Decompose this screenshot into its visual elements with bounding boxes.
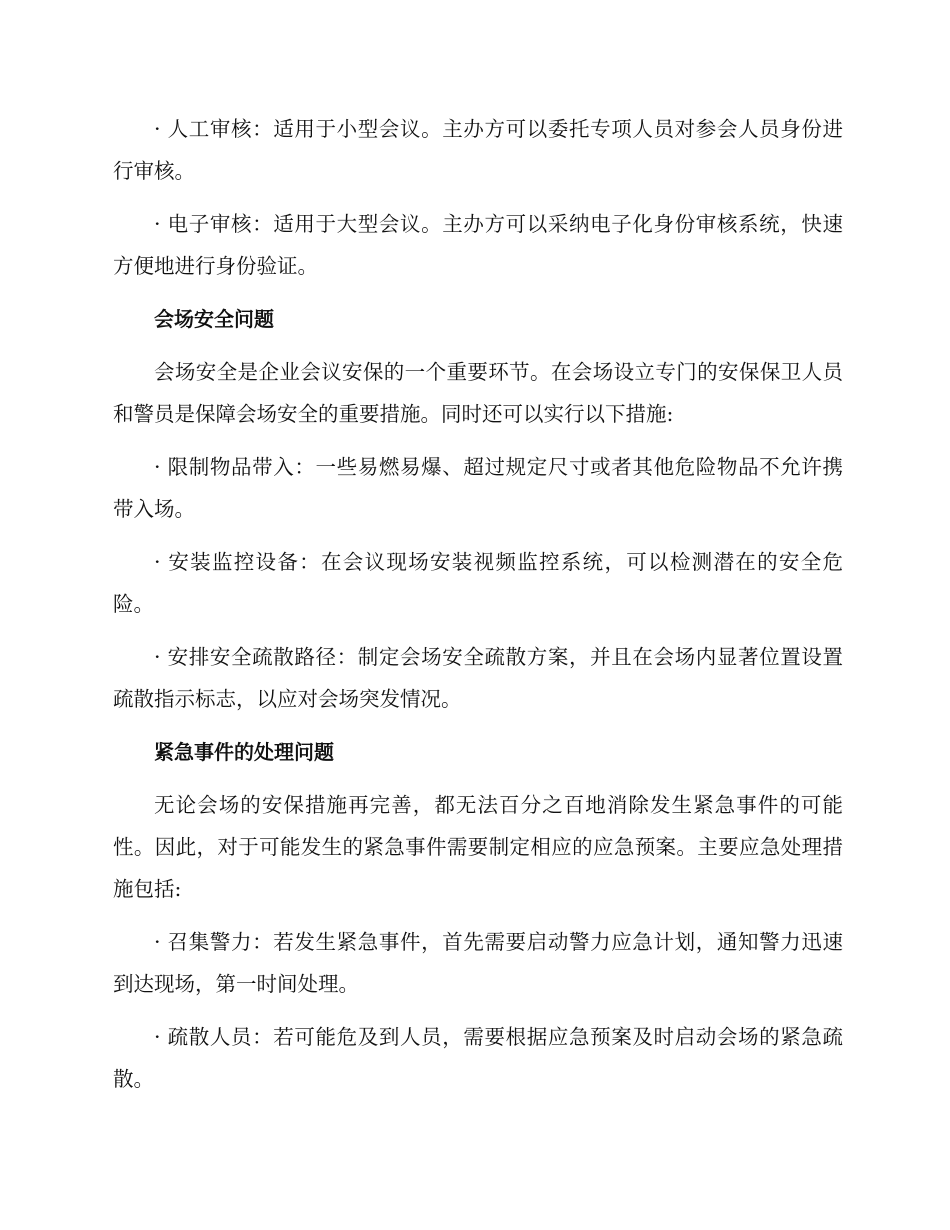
bullet-summon-police: · 召集警力：若发生紧急事件，首先需要启动警力应急计划，通知警力迅速到达现场，第一时间处理。 — [113, 930, 843, 996]
bullet-electronic-review: · 电子审核：适用于大型会议。主办方可以采纳电子化身份审核系统，快速方便地进行身份验证。 — [113, 212, 843, 278]
paragraph-emergency-handling: 无论会场的安保措施再完善，都无法百分之百地消除发生紧急事件的可能性。因此，对于可能发生的紧急事件需要制定相应的应急预案。主要应急处理措施包括: — [113, 793, 843, 901]
document-page — [113, 108, 843, 1111]
bullet-evacuation-route: · 安排安全疏散路径：制定会场安全疏散方案，并且在会场内显著位置设置疏散指示标志，以应对会场突发情况。 — [113, 645, 843, 711]
section-heading-venue-safety: 会场安全问题 — [154, 307, 274, 331]
bullet-restrict-items: · 限制物品带入：一些易燃易爆、超过规定尺寸或者其他危险物品不允许携带入场。 — [113, 455, 843, 521]
paragraph-venue-safety: 会场安全是企业会议安保的一个重要环节。在会场设立专门的安保保卫人员和警员是保障会场安全的重要措施。同时还可以实行以下措施: — [113, 360, 843, 426]
bullet-manual-review: · 人工审核：适用于小型会议。主办方可以委托专项人员对参会人员身份进行审核。 — [113, 117, 843, 183]
bullet-evacuate-people: · 疏散人员：若可能危及到人员，需要根据应急预案及时启动会场的紧急疏散。 — [113, 1025, 843, 1091]
bullet-install-monitoring: · 安装监控设备：在会议现场安装视频监控系统，可以检测潜在的安全危险。 — [113, 550, 843, 616]
section-heading-emergency-handling: 紧急事件的处理问题 — [154, 740, 334, 764]
